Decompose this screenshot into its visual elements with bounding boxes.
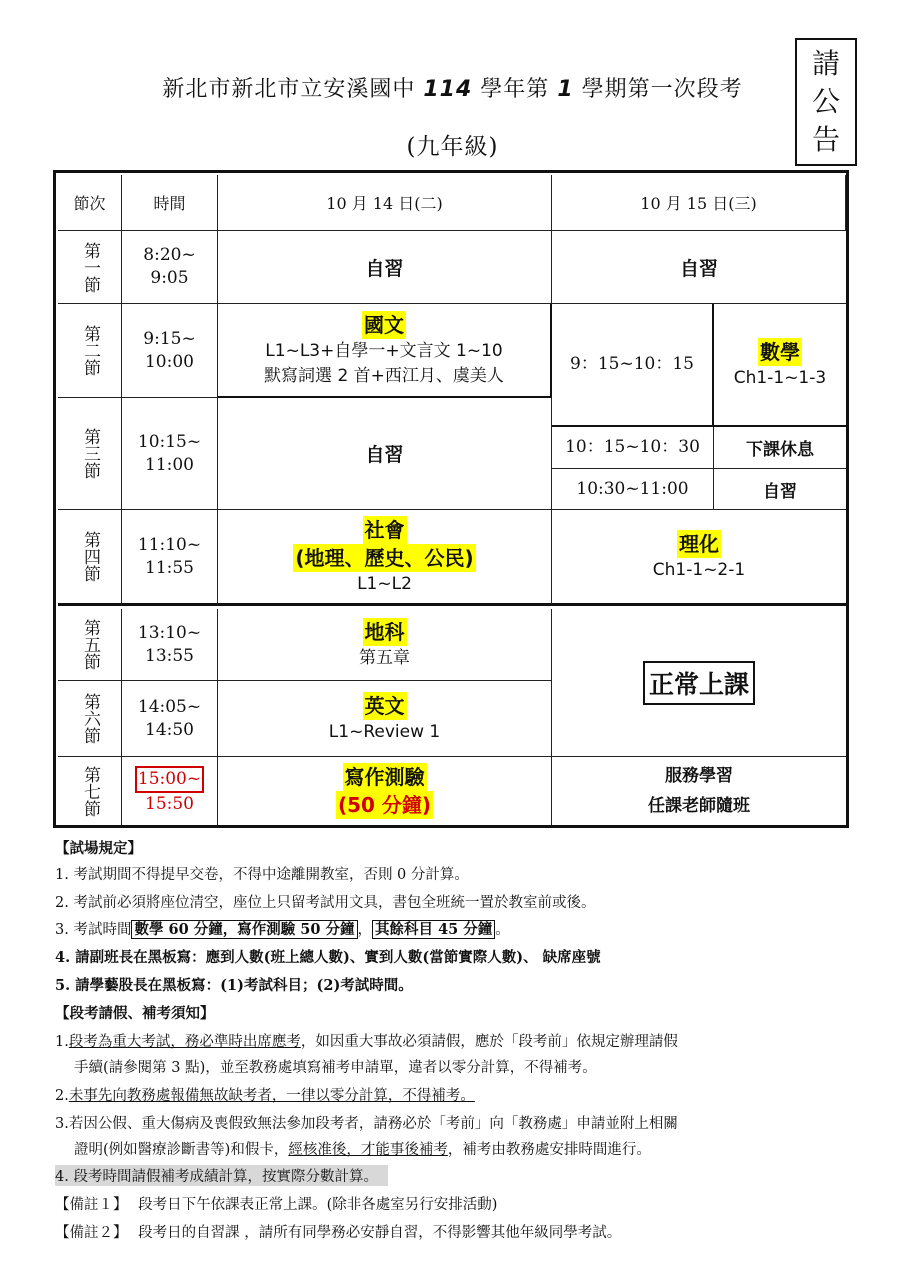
day1-p7-writing: 寫作測驗 (50 分鐘) [218,757,552,825]
page-subtitle: (九年級) [406,134,499,160]
rule-item: 3. 考試時間 數學 60 分鐘，寫作測驗 50 分鐘 ， 其餘科目 45 分鐘 。 [55,921,510,938]
period-label: 第三節 [58,398,122,510]
day1-p3-self-study: 自習 [218,398,552,510]
leave-item: 2.未事先向教務處報備無故缺考者，一律以零分計算，不得補考。 [55,1088,475,1104]
day2-self-label: 自習 [714,469,846,510]
period-time: 9:15~ 10:00 [122,304,218,398]
period-time: 15:00~ 15:50 [122,757,218,825]
day1-p1-self-study: 自習 [218,231,552,304]
page-title: 新北市新北市立安溪國中 114 學年第 1 學期第一次段考 [162,77,743,102]
period-label: 第二節 [58,304,122,398]
day2-p4-physics-chem: 理化 Ch1-1~2-1 [552,510,846,606]
period-time: 11:10~ 11:55 [122,510,218,606]
day1-p6-english: 英文 L1~Review 1 [218,681,552,757]
period-time: 8:20~ 9:05 [122,231,218,304]
period-label: 第四節 [58,510,122,606]
day2-p1-self-study: 自習 [552,231,846,304]
exam-schedule-table [53,170,849,828]
day2-afternoon-normal-class: 正常上課 [552,609,846,757]
rule-item: 2. 考試前必須將座位清空，座位上只留考試用文具，書包全班統一置於教室前或後。 [55,895,596,911]
leave-item-cont: 手續(請參閱第 3 點)，並至教務處填寫補考申請單，違者以零分計算，不得補考。 [74,1060,597,1076]
period-time: 10:15~ 11:00 [122,398,218,510]
remark-2: 【備註２】 段考日的自習課 ，請所有同學務必安靜自習，不得影響其他年級同學考試。 [55,1225,622,1241]
period-label: 第一節 [58,231,122,304]
period-time: 14:05~ 14:50 [122,681,218,757]
announcement-badge: 請 公 告 [795,38,857,166]
leave-item: 4. 段考時間請假補考成績計算，按實際分數計算。 [55,1165,388,1186]
rule-item: 1. 考試期間不得提早交卷，不得中途離開教室，否則 0 分計算。 [55,867,469,883]
day2-p7-service: 服務學習 任課老師隨班 [648,766,750,816]
period-label: 第五節 [58,609,122,681]
leave-item-cont: 證明(例如醫療診斷書等)和假卡，經核准後，才能事後補考，補考由教務處安排時間進行。 [74,1142,651,1158]
day2-math-time: 9：15~10：15 [552,304,714,427]
period-label: 第六節 [58,681,122,757]
period-time: 13:10~ 13:55 [122,609,218,681]
day1-p5-earth-science: 地科 第五章 [218,609,552,681]
rules-heading: 【試場規定】 [55,840,142,857]
day1-p2-chinese: 國文 L1~L3+自學一+文言文 1~10 默寫詞選 2 首+西江月、虞美人 [218,304,552,398]
leave-item: 3.若因公假、重大傷病及喪假致無法參加段考者，請務必於「考前」向「教務處」申請並附上相關 [55,1116,678,1132]
rule-item: 4. 請副班長在黑板寫：應到人數(班上總人數)、實到人數(當節實際人數)、 缺席座號 [55,949,601,966]
header-period: 節次 [58,175,122,231]
header-day2: 10 月 15 日(三) [552,175,846,231]
day2-break-label: 下課休息 [714,427,846,469]
day2-self-time: 10:30~11:00 [552,469,714,510]
day1-p4-social: 社會 (地理、歷史、公民) L1~L2 [218,510,552,606]
leave-item: 1.段考為重大考試，務必準時出席應考，如因重大事故必須請假，應於「段考前」依規定辦理請假 [55,1034,678,1050]
header-day1: 10 月 14 日(二) [218,175,552,231]
leave-heading: 【段考請假、補考須知】 [55,1005,215,1022]
remark-1: 【備註１】 段考日下午依課表正常上課。(除非各處室另行安排活動) [55,1197,498,1213]
day2-math: 數學 Ch1-1~1-3 [714,304,846,427]
rule-item: 5. 請學藝股長在黑板寫：(1)考試科目；(2)考試時間。 [55,977,413,994]
day2-break-time: 10：15~10：30 [552,427,714,469]
period-label: 第七節 [58,757,122,825]
header-time: 時間 [122,175,218,231]
